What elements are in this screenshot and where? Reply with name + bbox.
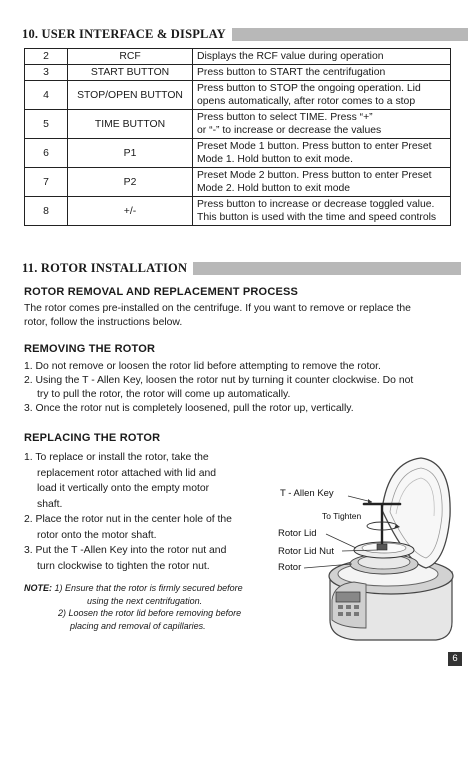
description-line: or “-” to increase or decrease the values xyxy=(197,125,382,136)
table-row xyxy=(25,168,451,197)
user-interface-table xyxy=(24,48,451,226)
removing-steps xyxy=(24,360,454,416)
description-line: Mode 1. Hold button to exit mode. xyxy=(197,154,353,165)
row-description xyxy=(193,65,451,81)
row-control-name: TIME BUTTON xyxy=(68,110,193,139)
row-description xyxy=(193,81,451,110)
row-number: 6 xyxy=(25,139,68,168)
section-11-title: 11. ROTOR INSTALLATION xyxy=(22,260,188,275)
centrifuge-illustration xyxy=(276,452,456,648)
replacing-step: 2. Place the rotor nut in the center hole of the rotor onto the motor shaft. xyxy=(24,514,232,541)
replacing-step: 1. To replace or install the rotor, take the replacement rotor attached with lid and load it vertically onto the empty motor shaft. xyxy=(24,452,217,510)
row-description xyxy=(193,139,451,168)
replacing-steps xyxy=(24,450,260,574)
section-10-title: 10. USER INTERFACE & DISPLAY xyxy=(22,26,226,41)
row-number: 3 xyxy=(25,65,68,81)
note-item-2: 2) Loosen the rotor lid before removing before xyxy=(58,608,242,618)
table-row xyxy=(25,81,451,110)
row-control-name: STOP/OPEN BUTTON xyxy=(68,81,193,110)
row-number: 8 xyxy=(25,197,68,226)
row-control-name: P2 xyxy=(68,168,193,197)
section-11-rule xyxy=(193,262,461,275)
description-line: Press button to START the centrifugation xyxy=(197,67,386,78)
row-control-name: P1 xyxy=(68,139,193,168)
label-rotor: Rotor xyxy=(278,562,302,573)
table-row xyxy=(25,110,451,139)
row-control-name: START BUTTON xyxy=(68,65,193,81)
label-t-allen-key: T - Allen Key xyxy=(280,488,334,499)
label-rotor-lid: Rotor Lid xyxy=(278,528,317,539)
centrifuge-drawing xyxy=(276,452,456,648)
row-control-name: +/- xyxy=(68,197,193,226)
row-description xyxy=(193,168,451,197)
description-line: This button is used with the time and speed controls xyxy=(197,212,437,223)
description-line: Preset Mode 2 button. Press button to enter Preset xyxy=(197,170,432,181)
page-number: 6 xyxy=(448,652,462,666)
description-line: Mode 2. Hold button to exit mode xyxy=(197,183,351,194)
row-number: 7 xyxy=(25,168,68,197)
note-block xyxy=(24,582,264,632)
replacing-step: 3. Put the T -Allen Key into the rotor nut and turn clockwise to tighten the rotor nut. xyxy=(24,545,227,572)
table-row xyxy=(25,197,451,226)
note-item-2-cont: placing and removal of capillaries. xyxy=(70,620,206,631)
removing-step: 1. Do not remove or loosen the rotor lid before attempting to remove the rotor. xyxy=(24,361,381,372)
section-11-header xyxy=(22,260,461,276)
table-row xyxy=(25,49,451,65)
section-10-header xyxy=(22,26,468,42)
note-item-1: 1) Ensure that the rotor is firmly secured before xyxy=(54,583,243,593)
intro-line: rotor, follow the instructions below. xyxy=(24,317,183,328)
description-line: Preset Mode 1 button. Press button to enter Preset xyxy=(197,141,432,152)
row-number: 2 xyxy=(25,49,68,65)
section-10-rule xyxy=(232,28,468,41)
row-number: 4 xyxy=(25,81,68,110)
description-line: Press button to STOP the ongoing operation. Lid xyxy=(197,83,421,94)
row-description xyxy=(193,49,451,65)
row-number: 5 xyxy=(25,110,68,139)
note-label: NOTE: xyxy=(24,583,52,593)
description-line: Displays the RCF value during operation xyxy=(197,51,384,62)
intro-line: The rotor comes pre-installed on the centrifuge. If you want to remove or replace the xyxy=(24,303,411,314)
removing-step: 2. Using the T - Allen Key, loosen the rotor nut by turning it counter clockwise. Do not try to pull the rotor, the rotor will come up automatically. xyxy=(24,375,414,400)
note-item-1-cont: using the next centrifugation. xyxy=(87,595,203,606)
removing-step: 3. Once the rotor nut is completely loosened, pull the rotor up, vertically. xyxy=(24,403,354,414)
removing-heading: REMOVING THE ROTOR xyxy=(24,343,156,355)
description-line: opens automatically, after rotor comes to a stop xyxy=(197,96,416,107)
intro-paragraph xyxy=(24,302,454,330)
replacing-heading: REPLACING THE ROTOR xyxy=(24,432,161,444)
description-line: Press button to select TIME. Press “+” xyxy=(197,112,373,123)
description-line: Press button to increase or decrease toggled value. xyxy=(197,199,435,210)
row-description xyxy=(193,197,451,226)
row-description xyxy=(193,110,451,139)
table-row xyxy=(25,65,451,81)
table-row xyxy=(25,139,451,168)
row-control-name: RCF xyxy=(68,49,193,65)
label-to-tighten: To Tighten xyxy=(322,511,362,521)
label-rotor-lid-nut: Rotor Lid Nut xyxy=(278,546,334,557)
rotor-process-subtitle: ROTOR REMOVAL AND REPLACEMENT PROCESS xyxy=(24,286,299,298)
